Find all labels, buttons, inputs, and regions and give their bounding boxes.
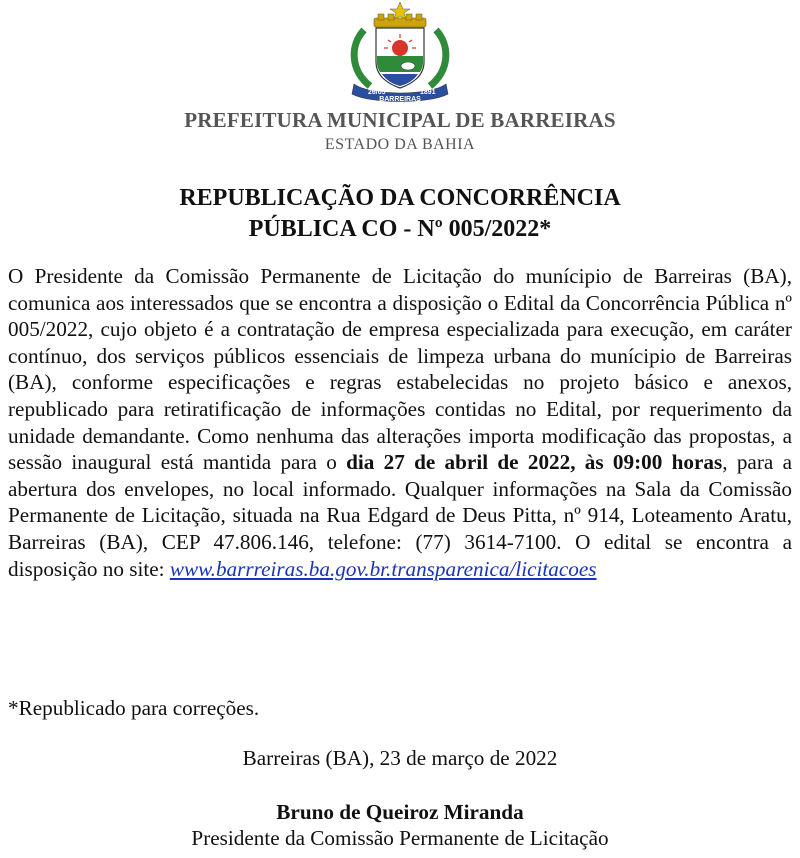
body-text-part-2: , para a abertura dos envelopes, no local informado. Qualquer informações na Sala da Comissão Permanente de Licitação, situada na Rua Edgard de Deus Pitta, nº 914, Loteamento Aratu, Barreiras (BA), CEP 47.806.146, telefone: (77) 3614-7100. O edital se encontra a disposição no site: [8, 450, 792, 581]
organization-name: PREFEITURA MUNICIPAL DE BARREIRAS [184, 108, 616, 132]
place-and-date: Barreiras (BA), 23 de março de 2022 [242, 746, 558, 770]
crest-city-text: BARREIRAS [379, 96, 421, 103]
republication-note: *Republicado para correções. [8, 696, 260, 720]
title-line-2: PÚBLICA CO - Nº 005/2022* [248, 216, 552, 242]
notice-body [8, 263, 792, 582]
signer-role: Presidente da Comissão Permanente de Licitação [191, 826, 609, 850]
document-title [0, 183, 800, 245]
crest-date-text: 26/05 [368, 89, 386, 96]
title-line-1: REPUBLICAÇÃO DA CONCORRÊNCIA [179, 185, 621, 211]
session-date: dia 27 de abril de 2022, às 09:00 horas [346, 450, 723, 475]
crest-year-text: 1891 [420, 89, 436, 96]
signer-name: Bruno de Queiroz Miranda [276, 800, 524, 824]
barreiras-coat-of-arms-icon [330, 0, 470, 106]
body-text-part-1: O Presidente da Comissão Permanente de Licitação do munícipio de Barreiras (BA), comunica aos interessados que se encontra a disposição o Edital da Concorrência Pública nº 005/2022, cujo objeto é a contratação de empresa especializada para execução, em caráter contínuo, dos serviços públicos essenciais de limpeza urbana do munícipio de Barreiras (BA), conforme especificações e regras estabelecidas no projeto básico e anexos, republicado para retiratificação de informações contidas no Edital, por requerimento da unidade demandante. Como nenhuma das alterações importa modificação das propostas, a sessão inaugural está mantida para o [8, 264, 792, 475]
edital-link[interactable]: www.barrreiras.ba.gov.br.transparenica/licitacoes [169, 556, 597, 581]
state-name: ESTADO DA BAHIA [324, 136, 476, 153]
